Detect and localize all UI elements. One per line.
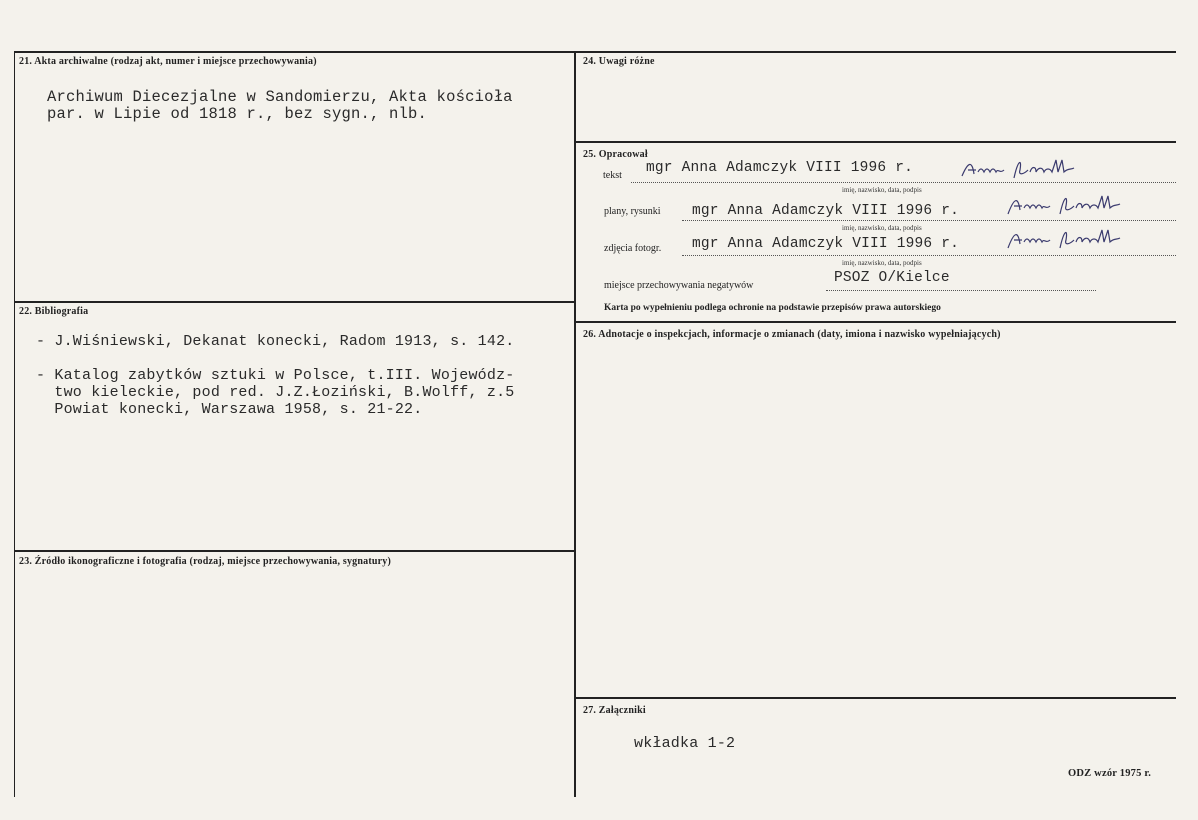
zdjecia-dotted-line — [682, 255, 1176, 256]
plany-label: plany, rysunki — [604, 206, 661, 217]
section-26-label: 26. Adnotacje o inspekcjach, informacje o zmianach (daty, imiona i nazwisko wypełniających) — [583, 329, 1001, 340]
section-22-label: 22. Bibliografia — [19, 306, 89, 317]
form-template-footer: ODZ wzór 1975 r. — [1068, 768, 1152, 779]
section-21-line-1: Archiwum Diecezjalne w Sandomierzu, Akta kościoła — [47, 88, 513, 106]
section-24-label: 24. Uwagi różne — [583, 56, 655, 67]
tekst-caption: imię, nazwisko, data, podpis — [842, 186, 922, 194]
tekst-label: tekst — [603, 170, 622, 181]
left-rule-23 — [14, 550, 574, 552]
plany-value: mgr Anna Adamczyk VIII 1996 r. — [692, 203, 960, 219]
section-22-line-3: - Katalog zabytków sztuki w Polsce, t.III. Wojewódz- — [36, 367, 515, 384]
section-21-line-2: par. w Lipie od 1818 r., bez sygn., nlb. — [47, 105, 428, 123]
section-27-value: wkładka 1-2 — [634, 735, 736, 752]
right-rule-26 — [576, 321, 1176, 323]
signature-zdjecia — [1004, 226, 1154, 252]
section-21-label: 21. Akta archiwalne (rodzaj akt, numer i miejsce przechowywania) — [19, 56, 317, 67]
zdjecia-value: mgr Anna Adamczyk VIII 1996 r. — [692, 236, 960, 252]
column-divider — [574, 51, 576, 797]
left-edge — [14, 51, 15, 797]
section-22-line-5: Powiat konecki, Warszawa 1958, s. 21-22. — [36, 401, 423, 418]
signature-tekst — [958, 156, 1108, 182]
zdjecia-caption: imię, nazwisko, data, podpis — [842, 259, 922, 267]
negatywy-label: miejsce przechowywania negatywów — [604, 280, 754, 291]
copyright-note: Karta po wypełnieniu podlega ochronie na podstawie przepisów prawa autorskiego — [604, 303, 941, 313]
plany-dotted-line — [682, 220, 1176, 221]
tekst-dotted-line — [631, 182, 1176, 183]
section-27-label: 27. Załączniki — [583, 705, 646, 716]
negatywy-dotted-line — [826, 290, 1096, 291]
right-rule-27 — [576, 697, 1176, 699]
section-25-label: 25. Opracował — [583, 149, 648, 160]
top-rule — [14, 51, 1176, 53]
section-23-label: 23. Źródło ikonograficzne i fotografia (rodzaj, miejsce przechowywania, sygnatury) — [19, 556, 391, 567]
left-rule-22 — [14, 301, 574, 303]
signature-plany — [1004, 192, 1154, 218]
right-rule-25 — [576, 141, 1176, 143]
zdjecia-label: zdjęcia fotogr. — [604, 243, 662, 254]
negatywy-value: PSOZ O/Kielce — [834, 270, 950, 286]
section-22-line-1: - J.Wiśniewski, Dekanat konecki, Radom 1913, s. 142. — [36, 333, 515, 350]
section-22-line-4: two kieleckie, pod red. J.Z.Łoziński, B.Wolff, z.5 — [36, 384, 515, 401]
plany-caption: imię, nazwisko, data, podpis — [842, 224, 922, 232]
tekst-value: mgr Anna Adamczyk VIII 1996 r. — [646, 160, 914, 176]
